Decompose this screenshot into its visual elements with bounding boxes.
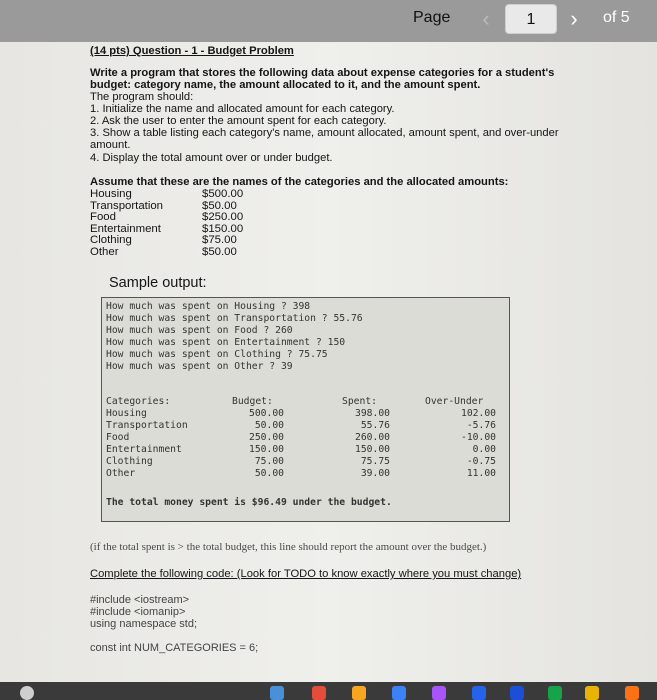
row-category: Transportation [106, 420, 188, 431]
next-page-button[interactable]: › [570, 6, 578, 31]
row-budget: 50.00 [254, 420, 284, 431]
allocation-table [90, 189, 262, 259]
row-category: Other [106, 468, 136, 479]
code-line: using namespace std; [90, 618, 198, 630]
row-spent: 39.00 [360, 468, 390, 479]
app-icon[interactable] [392, 686, 406, 700]
header-over-under: Over-Under [425, 396, 484, 407]
footnote: (if the total spent is > the total budget, this line should report the amount over the budget.) [90, 541, 487, 553]
allocation-amount: $50.00 [202, 199, 237, 212]
app-icon[interactable] [472, 686, 486, 700]
row-budget: 75.00 [254, 456, 284, 467]
intro-line-2: budget: category name, the amount allocated to it, and the amount spent. [90, 79, 481, 91]
row-over-under: -0.75 [466, 456, 496, 467]
row-over-under: 11.00 [466, 468, 496, 479]
code-line: const int NUM_CATEGORIES = 6; [90, 642, 259, 654]
dock [0, 682, 657, 700]
allocation-amount: $500.00 [202, 188, 244, 200]
app-icon[interactable] [352, 686, 366, 700]
row-spent: 260.00 [355, 432, 390, 443]
step-4: 4. Display the total amount over or under budget. [90, 152, 333, 164]
app-icon[interactable] [510, 686, 524, 700]
row-budget: 500.00 [249, 408, 284, 419]
app-icon[interactable] [270, 686, 284, 700]
complete-instruction: Complete the following code: (Look for TODO to know exactly where you must change) [90, 568, 522, 580]
code-line: #include <iomanip> [90, 606, 186, 618]
page-number-input[interactable]: 1 [505, 4, 557, 34]
sample-output-title: Sample output: [109, 275, 207, 291]
step-2: 2. Ask the user to enter the amount spent for each category. [90, 115, 387, 127]
header-categories: Categories: [106, 396, 171, 407]
pdf-toolbar [0, 0, 657, 42]
header-spent: Spent: [342, 396, 377, 407]
prompt-line: How much was spent on Entertainment ? 150 [106, 337, 346, 348]
row-category: Housing [106, 408, 147, 419]
allocation-amount: $50.00 [202, 245, 237, 258]
row-category: Entertainment [106, 444, 182, 455]
sample-output-box [101, 297, 510, 522]
prompt-line: How much was spent on Clothing ? 75.75 [106, 349, 328, 360]
row-spent: 150.00 [355, 444, 390, 455]
row-category: Clothing [106, 456, 153, 467]
finder-icon[interactable] [20, 686, 34, 700]
allocation-amount: $150.00 [202, 222, 244, 235]
previous-page-button[interactable]: ‹ [482, 6, 490, 31]
total-line: The total money spent is $96.49 under the budget. [106, 497, 392, 508]
allocation-name: Entertainment [90, 222, 161, 235]
step-1: 1. Initialize the name and allocated amount for each category. [90, 103, 395, 115]
allocation-name: Clothing [90, 234, 132, 247]
row-spent: 55.76 [360, 420, 390, 431]
header-budget: Budget: [232, 396, 273, 407]
question-title: (14 pts) Question - 1 - Budget Problem [90, 45, 294, 57]
allocation-name: Other [90, 245, 119, 258]
row-category: Food [106, 432, 130, 443]
allocation-amount: $250.00 [202, 211, 244, 224]
app-icon[interactable] [585, 686, 599, 700]
row-budget: 150.00 [249, 444, 284, 455]
row-budget: 250.00 [249, 432, 284, 443]
allocation-row [90, 189, 262, 201]
intro-line-1: Write a program that stores the following data about expense categories for a student's [90, 67, 555, 79]
row-over-under: -5.76 [466, 420, 496, 431]
row-spent: 75.75 [360, 456, 390, 467]
app-icon[interactable] [625, 686, 639, 700]
row-spent: 398.00 [355, 408, 390, 419]
page-label: Page [413, 9, 451, 26]
allocation-name: Food [90, 211, 116, 224]
step-3: 3. Show a table listing each category's name, amount allocated, amount spent, and over-under [90, 127, 559, 139]
prompt-line: How much was spent on Transportation ? 55.76 [106, 313, 363, 324]
allocation-name: Transportation [90, 199, 164, 212]
assume-line: Assume that these are the names of the categories and the allocated amounts: [90, 176, 509, 188]
prompt-line: How much was spent on Food ? 260 [106, 325, 293, 336]
row-over-under: -10.00 [461, 432, 496, 443]
app-icon[interactable] [312, 686, 326, 700]
document-page [0, 42, 657, 682]
row-over-under: 0.00 [472, 444, 496, 455]
app-icon[interactable] [548, 686, 562, 700]
prompt-line: How much was spent on Other ? 39 [106, 361, 293, 372]
allocation-row [90, 247, 262, 259]
step-3-cont: amount. [90, 139, 131, 151]
prompt-line: How much was spent on Housing ? 398 [106, 301, 311, 312]
app-icon[interactable] [432, 686, 446, 700]
row-over-under: 102.00 [461, 408, 496, 419]
code-line: #include <iostream> [90, 594, 190, 606]
program-should: The program should: [90, 91, 194, 103]
allocation-name: Housing [90, 188, 132, 200]
row-budget: 50.00 [254, 468, 284, 479]
page-total: of 5 [603, 9, 630, 26]
allocation-amount: $75.00 [202, 234, 237, 247]
